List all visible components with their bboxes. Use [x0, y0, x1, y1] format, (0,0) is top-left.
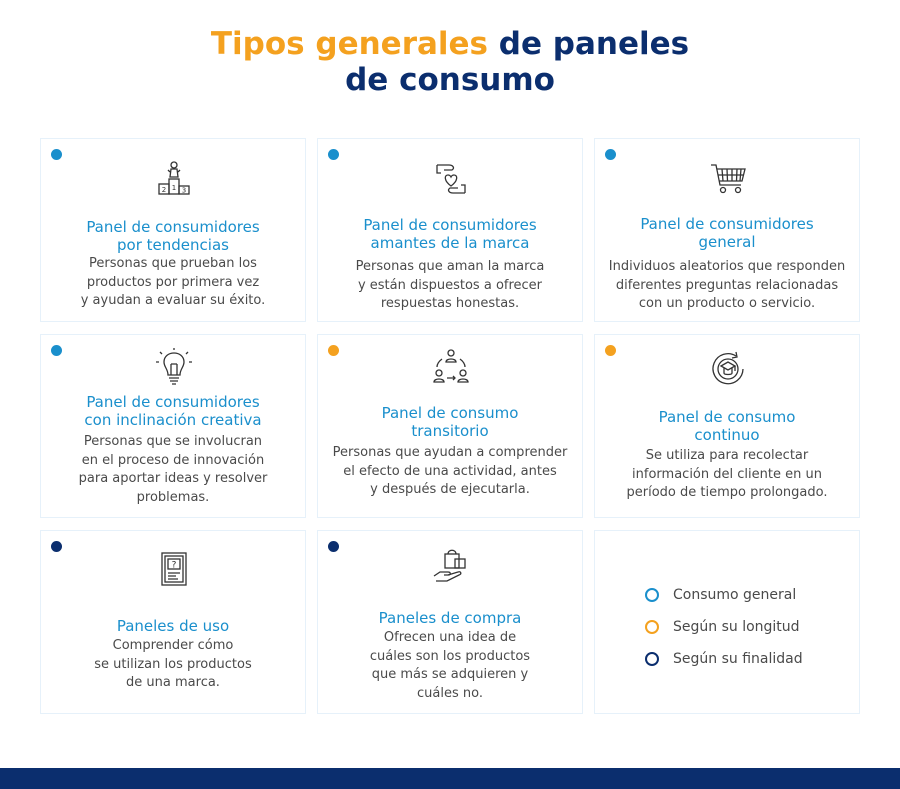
- card-desc-line: de una marca.: [126, 675, 220, 690]
- card-desc-line: y después de ejecutarla.: [370, 482, 530, 497]
- heart-hands-icon: [431, 159, 471, 199]
- card-title-line: Panel de consumidores: [363, 216, 537, 234]
- question-document-icon: [154, 549, 194, 589]
- card-title-line: amantes de la marca: [370, 234, 530, 252]
- card-desc-line: Ofrecen una idea de: [383, 630, 517, 645]
- svg-text:3: 3: [181, 186, 187, 195]
- title-highlight: Tipos generales: [210, 26, 488, 62]
- card-amantes-marca: [317, 138, 583, 322]
- category-dot: [328, 345, 339, 356]
- category-dot: [51, 149, 62, 160]
- card-general: [594, 138, 860, 322]
- legend-item-longitud: [645, 611, 803, 643]
- card-desc-line: y están dispuestos a ofrecer: [357, 277, 543, 293]
- shopping-bag-hand-icon: [431, 546, 471, 586]
- legend-ring: [645, 652, 659, 666]
- title-rest: de paneles: [488, 26, 690, 62]
- svg-text:2: 2: [161, 186, 167, 194]
- card-desc-line: Se utiliza para recolectar: [645, 448, 809, 463]
- card-description: [49, 255, 297, 311]
- card-desc-line: problemas.: [136, 489, 210, 505]
- card-desc-line: para aportar ideas y resolver: [78, 471, 268, 486]
- card-tendencias: [40, 138, 306, 322]
- card-continuo: [594, 334, 860, 518]
- card-title: [47, 218, 299, 254]
- card-desc-line: Individuos aleatorios que responden: [608, 259, 846, 274]
- card-title-line: Paneles de compra: [378, 609, 522, 627]
- category-dot: [51, 541, 62, 552]
- svg-text:?: ?: [171, 560, 177, 571]
- category-dot: [328, 541, 339, 552]
- legend-item-finalidad: [645, 643, 803, 675]
- category-dot: [605, 345, 616, 356]
- continuous-cycle-icon: [708, 349, 748, 389]
- card-title-line: Paneles de uso: [116, 617, 230, 635]
- card-description: [326, 258, 574, 314]
- card-title-line: Panel de consumo: [658, 408, 796, 426]
- legend-card: [594, 530, 860, 714]
- category-dot: [605, 149, 616, 160]
- card-desc-line: cuáles no.: [417, 685, 483, 701]
- card-title: [601, 408, 853, 444]
- card-description: [326, 629, 574, 703]
- legend-ring: [645, 620, 659, 634]
- card-description: [326, 444, 574, 500]
- card-description: [49, 637, 297, 693]
- card-compra: [317, 530, 583, 714]
- card-title-line: continuo: [694, 426, 760, 444]
- card-desc-line: Personas que aman la marca: [355, 259, 545, 274]
- card-description: [603, 447, 851, 503]
- legend-label: Consumo general: [673, 587, 797, 603]
- lightbulb-icon: [154, 347, 194, 387]
- card-title: [324, 404, 576, 440]
- page-title: [0, 26, 900, 98]
- shopping-cart-icon: [708, 159, 748, 199]
- card-title: [47, 393, 299, 429]
- title-line-2: de consumo: [345, 62, 555, 98]
- card-title-line: Panel de consumidores: [86, 218, 260, 236]
- card-title: [324, 609, 576, 627]
- card-desc-line: respuestas honestas.: [380, 296, 520, 311]
- card-desc-line: diferentes preguntas relacionadas: [615, 277, 839, 293]
- card-desc-line: Personas que ayudan a comprender: [332, 445, 568, 460]
- card-description: [49, 433, 297, 507]
- card-desc-line: se utilizan los productos: [94, 656, 252, 672]
- card-title-line: Panel de consumidores: [86, 393, 260, 411]
- legend-item-general: [645, 579, 803, 611]
- card-desc-line: Personas que prueban los: [89, 256, 257, 271]
- card-desc-line: en el proceso de innovación: [81, 452, 265, 468]
- card-title-line: con inclinación creativa: [84, 411, 262, 429]
- card-desc-line: Comprender cómo: [112, 638, 234, 653]
- card-title: [601, 215, 853, 251]
- svg-text:1: 1: [171, 184, 177, 192]
- card-transitorio: [317, 334, 583, 518]
- card-title: [47, 617, 299, 635]
- card-desc-line: el efecto de una actividad, antes: [343, 463, 557, 479]
- legend-label: Según su finalidad: [673, 651, 803, 667]
- card-title-line: Panel de consumidores: [640, 215, 814, 233]
- podium-icon: [154, 157, 194, 197]
- category-dot: [51, 345, 62, 356]
- title-line-1: [0, 26, 900, 62]
- card-title: [324, 216, 576, 252]
- card-desc-line: y ayudan a evaluar su éxito.: [80, 293, 266, 308]
- category-dot: [328, 149, 339, 160]
- footer-bar: [0, 768, 900, 789]
- legend-label: Según su longitud: [673, 619, 800, 635]
- card-desc-line: con un producto o servicio.: [638, 296, 816, 311]
- card-title-line: por tendencias: [117, 236, 229, 254]
- card-uso: [40, 530, 306, 714]
- card-title-line: Panel de consumo: [381, 404, 519, 422]
- card-title-line: transitorio: [411, 422, 489, 440]
- card-desc-line: que más se adquieren y: [371, 667, 529, 682]
- card-title-line: general: [698, 233, 756, 251]
- card-desc-line: cuáles son los productos: [369, 648, 531, 664]
- card-desc-line: información del cliente en un: [632, 466, 822, 482]
- people-cycle-icon: [431, 347, 471, 387]
- card-desc-line: período de tiempo prolongado.: [626, 485, 828, 500]
- card-desc-line: productos por primera vez: [86, 274, 260, 290]
- card-desc-line: Personas que se involucran: [83, 434, 263, 449]
- legend-ring: [645, 588, 659, 602]
- card-creativa: [40, 334, 306, 518]
- card-description: [603, 258, 851, 314]
- legend: [645, 579, 803, 675]
